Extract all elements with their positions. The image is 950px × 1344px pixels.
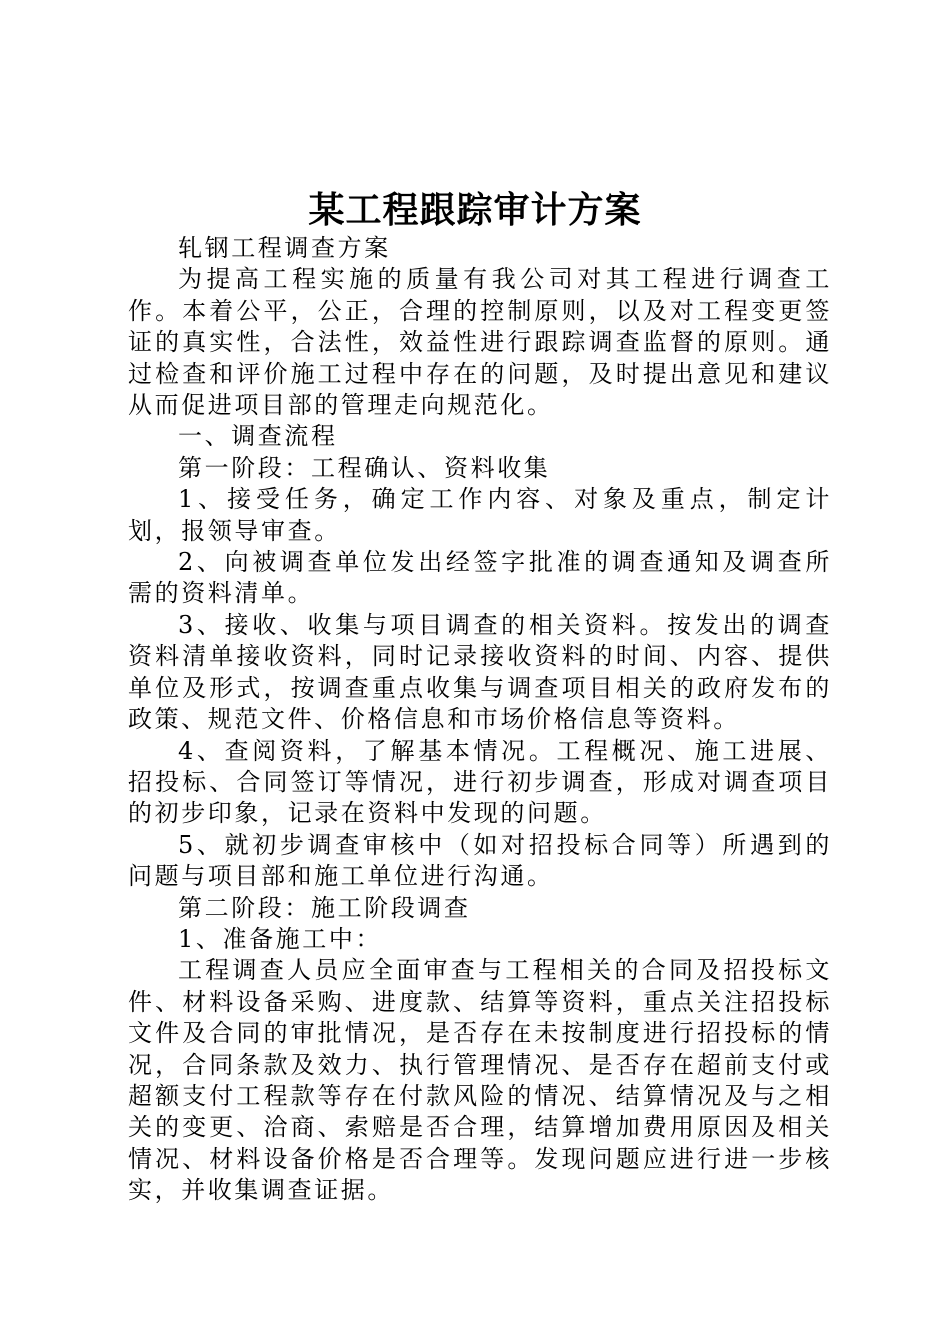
stage-one-item-5: 5、就初步调查审核中（如对招投标合同等）所遇到的问题与项目部和施工单位进行沟通。 bbox=[128, 830, 832, 891]
paragraph-subtitle: 轧钢工程调查方案 bbox=[178, 234, 391, 262]
stage-two-item-1-detail: 工程调查人员应全面审查与工程相关的合同及招投标文件、材料设备采购、进度款、结算等资料，重点关注招投标文件及合同的审批情况，是否存在未按制度进行招投标的情况，合同条款及效力、执行管理情况、是否存在超前支付或超额支付工程款等存在付款风险的情况、结算情况及与之相关的变更、洽商、索赔是否合理，结算增加费用原因及相关情况、材料设备价格是否合理等。发现问题应进行进一步核实，并收集调查证据。 bbox=[128, 956, 832, 1205]
stage-two-item-1: 1、准备施工中： bbox=[178, 924, 383, 953]
stage-one-item-2: 2、向被调查单位发出经签字批准的调查通知及调查所需的资料清单。 bbox=[128, 548, 832, 608]
section-heading-process: 一、调查流程 bbox=[178, 422, 338, 451]
stage-one-item-4: 4、查阅资料，了解基本情况。工程概况、施工进展、招投标、合同签订等情况，进行初步调查，形成对调查项目的初步印象，记录在资料中发现的问题。 bbox=[128, 736, 832, 828]
stage-one-item-3: 3、接收、收集与项目调查的相关资料。按发出的调查资料清单接收资料，同时记录接收资料的时间、内容、提供单位及形式，按调查重点收集与调查项目相关的政府发布的政策、规范文件、价格信息和市场价格信息等资料。 bbox=[128, 610, 832, 734]
stage-two-heading: 第二阶段：施工阶段调查 bbox=[178, 893, 471, 922]
stage-one-heading: 第一阶段：工程确认、资料收集 bbox=[178, 453, 551, 482]
paragraph-intro: 为提高工程实施的质量有我公司对其工程进行调查工作。本着公平，公正，合理的控制原则，以及对工程变更签证的真实性，合法性，效益性进行跟踪调查监督的原则。通过检查和评价施工过程中存在的问题，及时提出意见和建议从而促进项目部的管理走向规范化。 bbox=[128, 265, 832, 420]
stage-one-item-1: 1、接受任务，确定工作内容、对象及重点，制定计划，报领导审查。 bbox=[128, 485, 832, 545]
document-title: 某工程跟踪审计方案 bbox=[308, 189, 642, 231]
document-body bbox=[128, 233, 832, 1207]
